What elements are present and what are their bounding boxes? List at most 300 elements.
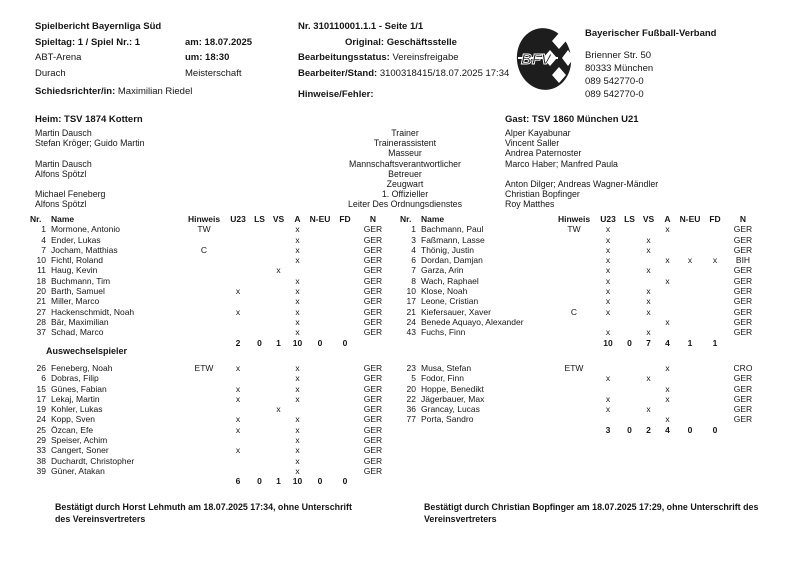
mark-ls: [250, 363, 269, 373]
player-number: 11: [37, 265, 46, 276]
mark-u23: [226, 435, 250, 445]
mark-a: x: [295, 224, 300, 235]
mark-neu: [307, 425, 333, 435]
player-hinweis: [182, 265, 226, 275]
mark-fd: [703, 265, 727, 275]
player-nationality: GER: [733, 234, 753, 245]
mark-a: [288, 265, 307, 275]
mark-ls: [250, 317, 269, 327]
status-label: Bearbeitungsstatus:: [298, 52, 390, 63]
guest-substitutes-table: [400, 363, 759, 435]
mark-neu: [307, 435, 333, 445]
player-row: [400, 373, 759, 383]
col-n: N: [739, 214, 747, 224]
mark-vs: [269, 224, 288, 234]
home-official-name: Martin Dausch: [35, 128, 92, 138]
mark-fd: [333, 363, 357, 373]
player-number: 7: [411, 265, 416, 276]
player-number: 25: [36, 424, 46, 435]
association-street: Brienner Str. 50: [585, 50, 652, 61]
table-header-row: [30, 214, 389, 224]
mark-u23: x: [605, 296, 611, 307]
mark-a: x: [665, 224, 670, 235]
mark-a: x: [295, 393, 300, 404]
mark-u23: [226, 317, 250, 327]
player-hinweis: [552, 255, 596, 265]
player-hinweis: [552, 394, 596, 404]
mark-neu: [677, 296, 703, 306]
totals-row: [400, 338, 759, 348]
guest-starting-table: [400, 214, 759, 348]
mark-ls: [620, 224, 639, 234]
player-nationality: GER: [733, 244, 753, 255]
player-name: Buchmann, Tim: [51, 275, 111, 286]
mark-ls: [620, 245, 639, 255]
mark-vs: [639, 276, 658, 286]
player-nationality: CRO: [733, 363, 753, 373]
mark-a: x: [295, 327, 300, 338]
player-name: Fichtl, Roland: [51, 255, 103, 266]
guest-official-name: Vincent Saller: [505, 138, 560, 149]
player-number: 6: [411, 255, 416, 266]
player-row: [30, 224, 389, 234]
mark-a: [658, 235, 677, 245]
player-row: [30, 296, 389, 306]
player-row: [30, 286, 389, 296]
mark-a: [658, 265, 677, 275]
referee-label: Schiedsrichter/in:: [35, 86, 116, 97]
player-nationality: GER: [363, 296, 383, 307]
guest-official-name: Anton Dilger; Andreas Wagner-Mändler: [505, 179, 659, 190]
mark-fd: [703, 327, 727, 337]
mark-a: x: [665, 363, 670, 373]
player-number: 27: [36, 306, 46, 317]
player-nationality: GER: [363, 265, 383, 276]
player-hinweis: [552, 296, 596, 306]
mark-a: x: [295, 255, 300, 266]
player-nationality: GER: [363, 363, 383, 373]
player-nationality: GER: [733, 373, 753, 384]
total-fd: 0: [342, 337, 348, 348]
hints-label: Hinweise/Fehler:: [298, 89, 374, 100]
player-name: Porta, Sandro: [421, 414, 474, 425]
player-number: 1: [411, 224, 416, 235]
player-number: 10: [36, 255, 46, 266]
editor-label: Bearbeiter/Stand:: [298, 67, 378, 79]
player-row: [400, 235, 759, 245]
mark-vs: x: [646, 327, 651, 338]
player-row: [400, 384, 759, 394]
home-official-name: Martin Dausch: [35, 158, 92, 169]
player-number: 21: [406, 306, 416, 317]
mark-neu: [307, 317, 333, 327]
player-number: 20: [406, 383, 416, 394]
player-row: [30, 435, 389, 445]
mark-fd: [703, 363, 727, 373]
mark-u23: x: [605, 306, 611, 317]
player-name: Feneberg, Noah: [51, 363, 113, 373]
mark-fd: [333, 276, 357, 286]
mark-ls: [620, 317, 639, 327]
mark-u23: x: [235, 306, 241, 317]
mark-u23: [226, 224, 250, 234]
player-hinweis: C: [570, 306, 578, 317]
player-row: [30, 466, 389, 476]
player-nationality: GER: [363, 424, 383, 435]
mark-ls: [250, 456, 269, 466]
mark-ls: [250, 245, 269, 255]
player-row: [30, 276, 389, 286]
mark-a: x: [295, 455, 300, 466]
total-neu: 0: [687, 424, 693, 435]
mark-a: x: [295, 244, 300, 255]
venue-city: Durach: [35, 67, 66, 79]
mark-u23: [226, 327, 250, 337]
mark-fd: [703, 373, 727, 383]
home-substitute-rows: [30, 363, 389, 476]
mark-fd: [703, 307, 727, 317]
player-number: 77: [406, 414, 416, 425]
player-nationality: GER: [363, 224, 383, 235]
player-hinweis: [182, 456, 226, 466]
mark-vs: [639, 394, 658, 404]
mark-vs: x: [276, 265, 281, 276]
mark-neu: [677, 394, 703, 404]
player-hinweis: ETW: [564, 363, 584, 373]
player-number: 29: [36, 435, 46, 446]
player-hinweis: [552, 373, 596, 383]
total-a: 10: [292, 337, 303, 348]
mark-ls: [620, 404, 639, 414]
player-row: [30, 373, 389, 383]
mark-a: [658, 245, 677, 255]
mark-fd: [333, 307, 357, 317]
player-nationality: GER: [363, 383, 383, 394]
player-number: 36: [406, 404, 416, 415]
mark-neu: [307, 255, 333, 265]
total-u23: 3: [605, 424, 611, 435]
official-role-label: Leiter Des Ordnungsdienstes: [348, 199, 462, 210]
player-row: [30, 327, 389, 337]
official-row: [35, 179, 765, 189]
association-phone-2: 089 542770-0: [585, 89, 644, 100]
player-hinweis: [182, 296, 226, 306]
player-nationality: GER: [363, 327, 383, 338]
mark-neu: [677, 363, 703, 373]
association-name: Bayerischer Fußball-Verband: [585, 28, 717, 39]
player-row: [30, 317, 389, 327]
player-row: [30, 394, 389, 404]
mark-ls: [250, 286, 269, 296]
mark-ls: [250, 255, 269, 265]
mark-fd: [333, 456, 357, 466]
player-name: Hackenschmidt, Noah: [51, 306, 135, 317]
player-row: [400, 265, 759, 275]
mark-u23: [226, 296, 250, 306]
player-row: [400, 307, 759, 317]
player-nationality: GER: [733, 286, 753, 297]
mark-fd: [333, 317, 357, 327]
mark-a: x: [295, 465, 300, 476]
mark-neu: [307, 327, 333, 337]
player-name: Kopp, Sven: [51, 414, 95, 425]
mark-ls: [250, 414, 269, 424]
player-hinweis: [552, 404, 596, 414]
status-value: Vereinsfreigabe: [392, 52, 459, 63]
player-hinweis: [182, 373, 226, 383]
mark-vs: x: [646, 373, 651, 384]
mark-vs: [269, 435, 288, 445]
player-nationality: GER: [733, 306, 753, 317]
total-vs: 7: [646, 337, 651, 348]
player-hinweis: C: [200, 244, 208, 255]
player-hinweis: [552, 276, 596, 286]
bfv-logo-icon: [513, 26, 575, 92]
mark-a: x: [295, 363, 300, 373]
mark-neu: [677, 327, 703, 337]
mark-ls: [250, 435, 269, 445]
player-number: 21: [36, 296, 46, 307]
mark-ls: [620, 384, 639, 394]
official-role-label: Trainer: [391, 128, 419, 138]
col-nr: Nr.: [400, 214, 412, 224]
mark-fd: x: [712, 255, 718, 266]
association-city: 80333 München: [585, 63, 654, 74]
home-starting-table: [30, 214, 389, 348]
mark-vs: x: [646, 404, 651, 415]
officials-rows: [35, 128, 765, 210]
player-hinweis: [182, 404, 226, 414]
total-neu: 0: [317, 337, 323, 348]
mark-u23: x: [235, 383, 241, 394]
mark-fd: [703, 286, 727, 296]
mark-neu: [307, 466, 333, 476]
player-hinweis: [182, 466, 226, 476]
player-row: [400, 224, 759, 234]
mark-vs: [269, 394, 288, 404]
official-role-label: Betreuer: [388, 168, 422, 179]
mark-neu: [677, 414, 703, 424]
mark-u23: x: [605, 255, 611, 266]
player-hinweis: [552, 286, 596, 296]
mark-a: x: [295, 275, 300, 286]
player-name: Barth, Samuel: [51, 286, 105, 297]
mark-fd: [333, 414, 357, 424]
mark-ls: [250, 466, 269, 476]
player-hinweis: [182, 286, 226, 296]
mark-u23: x: [605, 373, 611, 384]
player-nationality: BIH: [735, 255, 751, 266]
player-hinweis: [552, 235, 596, 245]
mark-a: x: [295, 383, 300, 394]
player-number: 38: [36, 455, 46, 466]
mark-fd: [333, 394, 357, 404]
mark-a: x: [665, 393, 670, 404]
player-hinweis: TW: [197, 224, 211, 235]
mark-neu: [677, 286, 703, 296]
mark-a: x: [295, 373, 300, 384]
mark-fd: [333, 224, 357, 234]
total-fd: 0: [342, 476, 348, 487]
col-ls: LS: [624, 214, 635, 224]
player-hinweis: [182, 435, 226, 445]
mark-neu: [307, 224, 333, 234]
player-number: 37: [36, 327, 46, 338]
matchday: Spieltag: 1 / Spiel Nr.: 1: [35, 36, 141, 48]
player-number: 18: [36, 275, 46, 286]
mark-vs: [269, 456, 288, 466]
total-ls: 0: [627, 424, 632, 435]
player-hinweis: [552, 414, 596, 424]
mark-ls: [620, 255, 639, 265]
player-row: [30, 255, 389, 265]
mark-u23: [226, 373, 250, 383]
home-official-name: [35, 179, 305, 189]
mark-ls: [250, 327, 269, 337]
player-nationality: GER: [363, 404, 383, 415]
officials-section: [35, 115, 765, 210]
player-hinweis: [182, 327, 226, 337]
player-number: 8: [411, 275, 416, 286]
player-number: 3: [411, 234, 416, 245]
totals-row: [400, 425, 759, 435]
mark-fd: [703, 414, 727, 424]
player-row: [400, 276, 759, 286]
mark-vs: [639, 414, 658, 424]
official-role-label: Trainerassistent: [373, 138, 437, 149]
player-number: 26: [36, 363, 46, 373]
mark-vs: x: [646, 306, 651, 317]
col-u23: U23: [230, 214, 246, 224]
substitutes-label: Auswechselspieler: [46, 346, 128, 356]
mark-neu: [677, 307, 703, 317]
mark-vs: [269, 425, 288, 435]
mark-ls: [250, 425, 269, 435]
mark-vs: x: [646, 286, 651, 297]
player-nationality: GER: [363, 435, 383, 446]
player-number: 24: [406, 316, 416, 327]
mark-u23: [226, 255, 250, 265]
totals-row: [30, 476, 389, 486]
mark-fd: [333, 327, 357, 337]
guest-confirmation-text: Bestätigt durch Christian Bopfinger am 18.07.2025 17:29, ohne Unterschrift des Vereinsvertreters: [424, 502, 759, 524]
mark-u23: x: [605, 275, 611, 286]
mark-u23: x: [235, 445, 241, 456]
player-number: 4: [41, 234, 46, 245]
mark-u23: x: [235, 286, 241, 297]
mark-vs: [269, 276, 288, 286]
player-hinweis: [552, 265, 596, 275]
total-fd: 1: [712, 337, 718, 348]
mark-u23: [596, 384, 620, 394]
player-row: [400, 394, 759, 404]
player-name: Özcan, Efe: [51, 424, 94, 435]
competition: Meisterschaft: [185, 67, 242, 79]
official-row: [35, 169, 765, 179]
mark-vs: [639, 317, 658, 327]
total-neu: 0: [317, 476, 323, 487]
player-name: Grancay, Lucas: [421, 404, 480, 415]
col-a: A: [294, 214, 301, 224]
player-name: Günes, Fabian: [51, 383, 107, 394]
mark-u23: x: [235, 363, 241, 373]
player-name: Hoppe, Benedikt: [421, 383, 484, 394]
mark-u23: x: [605, 286, 611, 297]
official-row: [35, 199, 765, 209]
mark-u23: [226, 276, 250, 286]
report-title: Spielbericht Bayernliga Süd: [35, 21, 162, 32]
mark-a: x: [295, 316, 300, 327]
player-number: 24: [36, 414, 46, 425]
mark-a: [658, 296, 677, 306]
player-number: 33: [36, 445, 46, 456]
player-row: [400, 296, 759, 306]
editor-value: 3100318415/18.07.2025 17:34: [379, 67, 510, 79]
mark-ls: [250, 235, 269, 245]
player-name: Güner, Atakan: [51, 465, 105, 476]
mark-ls: [620, 265, 639, 275]
mark-a: x: [665, 275, 670, 286]
guest-official-name: Christian Bopfinger: [505, 189, 580, 200]
player-hinweis: [182, 317, 226, 327]
total-neu: 1: [687, 337, 693, 348]
mark-a: x: [295, 286, 300, 297]
player-name: Musa, Stefan: [421, 363, 472, 373]
player-nationality: GER: [363, 275, 383, 286]
mark-vs: [269, 414, 288, 424]
player-nationality: GER: [363, 306, 383, 317]
mark-ls: [250, 394, 269, 404]
home-substitutes-table: [30, 363, 389, 487]
player-number: 7: [41, 244, 46, 255]
mark-ls: [250, 224, 269, 234]
player-nationality: GER: [733, 296, 753, 307]
mark-a: x: [295, 435, 300, 446]
home-official-name: Michael Feneberg: [35, 189, 106, 200]
mark-ls: [250, 276, 269, 286]
mark-a: x: [665, 414, 670, 425]
mark-vs: [269, 245, 288, 255]
player-name: Dobras, Filip: [51, 373, 99, 384]
mark-fd: [333, 296, 357, 306]
official-role-label: 1. Offizieller: [381, 189, 429, 200]
mark-vs: [269, 255, 288, 265]
mark-fd: [703, 394, 727, 404]
player-nationality: GER: [733, 316, 753, 327]
venue: ABT-Arena: [35, 52, 82, 63]
col-name: Name: [51, 214, 75, 224]
player-name: Duchardt, Christopher: [51, 455, 135, 466]
player-row: [30, 445, 389, 455]
mark-a: x: [295, 296, 300, 307]
player-hinweis: [182, 255, 226, 265]
home-official-name: Alfons Spötzl: [35, 199, 87, 210]
player-nationality: GER: [363, 373, 383, 384]
mark-fd: [703, 245, 727, 255]
player-hinweis: [182, 445, 226, 455]
player-nationality: GER: [733, 383, 753, 394]
mark-neu: [677, 235, 703, 245]
mark-fd: [333, 384, 357, 394]
official-role-label: Masseur: [388, 148, 422, 159]
total-a: 4: [665, 424, 670, 435]
match-time: um: 18:30: [185, 52, 230, 63]
player-name: Garza, Arin: [421, 265, 464, 276]
player-nationality: GER: [363, 455, 383, 466]
mark-u23: x: [605, 244, 611, 255]
player-number: 22: [406, 393, 416, 404]
player-row: [400, 404, 759, 414]
